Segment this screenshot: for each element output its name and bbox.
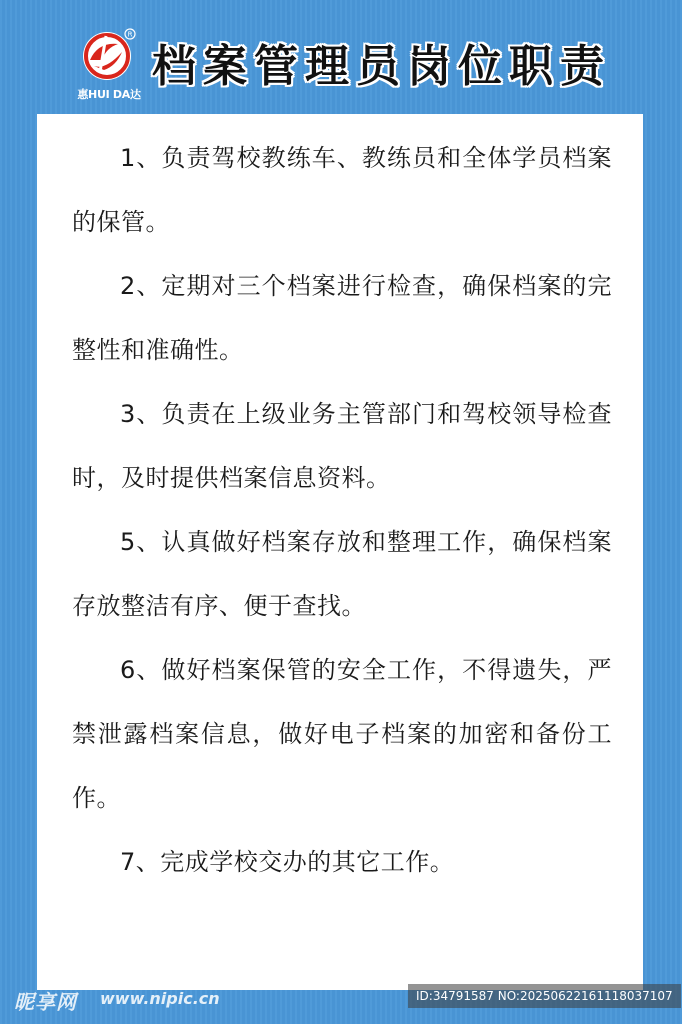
svg-text:R: R	[127, 30, 133, 39]
page-title: 档案管理员岗位职责	[152, 41, 611, 92]
content-panel	[37, 114, 643, 990]
site-watermark-url: www.nipic.cn	[100, 989, 220, 1008]
company-logo	[72, 26, 146, 102]
header	[0, 0, 682, 114]
watermark-bar	[0, 980, 682, 1024]
image-id-label: ID:34791587 NO:20250622161118037107	[408, 984, 681, 1008]
site-watermark-logo: 昵享网	[14, 990, 77, 1014]
logo-text: 惠HUI DA达	[77, 88, 141, 101]
duty-item: 5、认真做好档案存放和整理工作，确保档案存放整洁有序、便于查找。	[72, 528, 612, 620]
duty-item: 3、负责在上级业务主管部门和驾校领导检查时，及时提供档案信息资料。	[72, 400, 612, 492]
duty-item: 7、完成学校交办的其它工作。	[120, 848, 455, 876]
duties-list	[72, 126, 612, 894]
duty-item: 6、做好档案保管的安全工作，不得遗失，严禁泄露档案信息，做好电子档案的加密和备份工作。	[72, 656, 612, 812]
logo-emblem-icon	[80, 26, 138, 84]
duty-item: 1、负责驾校教练车、教练员和全体学员档案的保管。	[72, 144, 612, 236]
duty-item: 2、定期对三个档案进行检查，确保档案的完整性和准确性。	[72, 272, 612, 364]
